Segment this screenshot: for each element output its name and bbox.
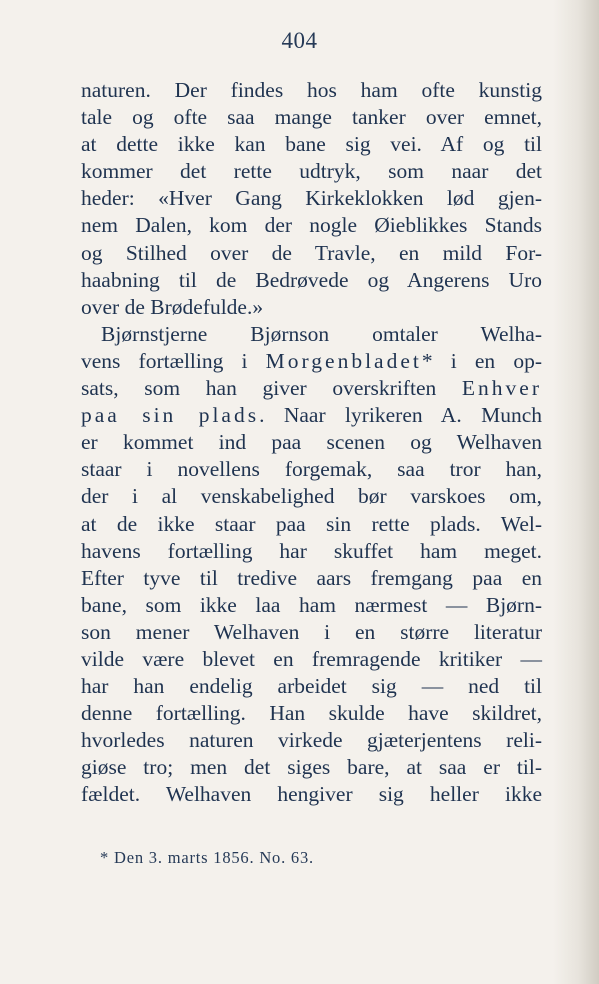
- text-line: kommer det rette udtryk, som naar det: [81, 159, 542, 184]
- text-line: har han endelig arbeidet sig — ned til: [81, 674, 542, 699]
- text-line: naturen. Der findes hos ham ofte kunstig: [81, 78, 542, 102]
- text-line: nem Dalen, kom der nogle Øieblikkes Stands: [81, 213, 542, 238]
- footnote: * Den 3. marts 1856. No. 63.: [100, 848, 314, 867]
- text-line: giøse tro; men det siges bare, at saa er til-: [81, 755, 542, 780]
- text-line: denne fortælling. Han skulde have skildret,: [81, 701, 542, 726]
- text-line: der i al venskabelighed bør varskoes om,: [81, 484, 542, 509]
- text-line: fældet. Welhaven hengiver sig heller ikke: [81, 782, 542, 807]
- text-line: staar i novellens forgemak, saa tror han,: [81, 457, 542, 482]
- emphasized-text: paa sin plads: [81, 403, 260, 428]
- text-line: at dette ikke kan bane sig vei. Af og til: [81, 132, 542, 157]
- body-text: [81, 77, 542, 809]
- text-line: [81, 402, 542, 429]
- text-line: Efter tyve til tredive aars fremgang paa en: [81, 565, 542, 590]
- text-segment: vens fortælling i: [81, 348, 266, 373]
- text-line: havens fortælling har skuffet ham meget.: [81, 538, 542, 563]
- emphasized-text: Enhver: [461, 376, 542, 401]
- text-segment: * i en op-: [421, 348, 542, 373]
- text-line: vilde være blevet en fremragende kritiker —: [81, 646, 542, 671]
- text-line: er kommet ind paa scenen og Welhaven: [81, 430, 542, 455]
- text-line: [81, 348, 542, 375]
- text-line: over de Brødefulde.»: [81, 294, 264, 319]
- text-line: hvorledes naturen virkede gjæterjentens reli-: [81, 728, 542, 753]
- text-line: Bjørnstjerne Bjørnson omtaler Welha-: [101, 321, 542, 346]
- text-line: og Stilhed over de Travle, en mild For-: [81, 240, 542, 265]
- text-line: at de ikke staar paa sin rette plads. Wel-: [81, 511, 542, 536]
- text-line: tale og ofte saa mange tanker over emnet,: [81, 105, 542, 130]
- text-segment: sats, som han giver overskriften: [81, 376, 462, 401]
- text-line: son mener Welhaven i en større literatur: [81, 619, 542, 644]
- emphasized-text: Morgenbladet: [265, 348, 422, 373]
- text-segment: . Naar lyrikeren A. Munch: [259, 403, 543, 428]
- text-line: bane, som ikke laa ham nærmest — Bjørn-: [81, 592, 542, 617]
- page-edge-shadow: [553, 0, 599, 984]
- text-line: haabning til de Bedrøvede og Angerens Uro: [81, 267, 542, 292]
- text-line: heder: «Hver Gang Kirkeklokken lød gjen-: [81, 186, 542, 211]
- page-number: 404: [281, 28, 318, 53]
- text-line: [81, 375, 542, 402]
